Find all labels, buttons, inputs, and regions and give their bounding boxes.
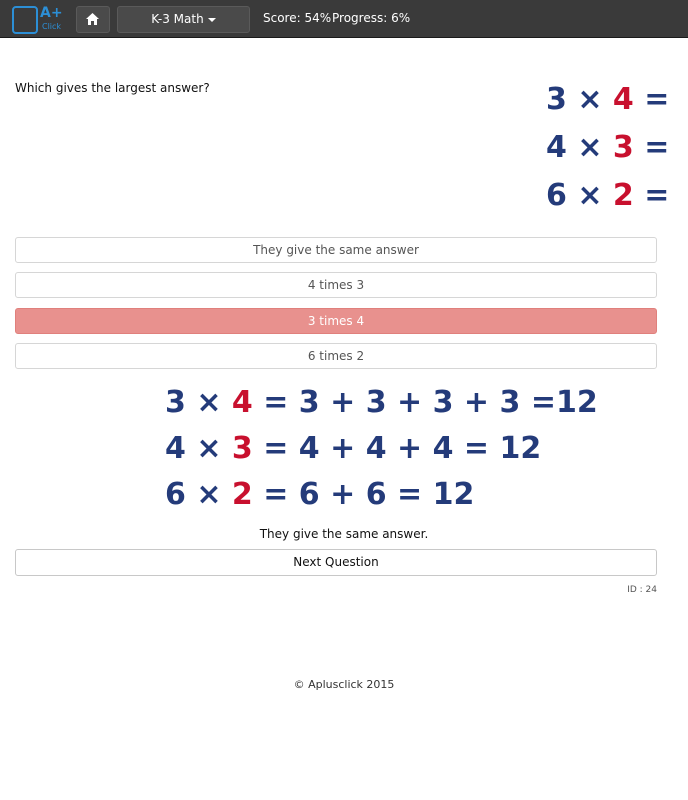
subject-dropdown[interactable]: [117, 6, 250, 33]
equation-factor: 6 ×: [165, 477, 232, 512]
question-equation: [546, 82, 669, 117]
score-text: Score: 54%: [263, 11, 332, 25]
answer-option[interactable]: 3 times 4: [15, 308, 657, 334]
answer-explanation: They give the same answer.: [259, 527, 429, 541]
equation-factor: 3 ×: [546, 82, 613, 117]
equation-factor: 4 ×: [165, 431, 232, 466]
equation-equals: =: [633, 130, 670, 165]
logo-text: A+: [40, 5, 63, 21]
equation-factor: 3 ×: [165, 385, 232, 420]
equation-equals: =: [633, 82, 670, 117]
explanation-image: [165, 385, 598, 520]
aplusclick-logo[interactable]: [12, 6, 66, 32]
equation-multiplier: 4: [612, 82, 634, 117]
footer-copyright: © Aplusclick 2015: [293, 678, 395, 691]
home-icon: [86, 13, 99, 25]
equation-factor: 6 ×: [546, 178, 613, 213]
equation-expansion: = 4 + 4 + 4 = 12: [252, 431, 542, 466]
top-navbar: [0, 0, 688, 38]
next-question-button[interactable]: Next Question: [15, 549, 657, 576]
equation-factor: 4 ×: [546, 130, 613, 165]
equation-multiplier: 2: [612, 178, 634, 213]
question-equations-image: [546, 82, 670, 213]
caret-down-icon: [208, 18, 216, 22]
progress-text: Progress: 6%: [332, 11, 411, 25]
question-id: ID : 24: [627, 585, 657, 595]
equation-expansion: = 3 + 3 + 3 + 3 =12: [252, 385, 598, 420]
equation-multiplier: 4: [231, 385, 253, 420]
logo-subtext: Click: [42, 22, 62, 31]
equation-multiplier: 2: [231, 477, 253, 512]
explanation-equation: [165, 431, 541, 466]
explanation-equation: [165, 477, 474, 512]
equation-multiplier: 3: [231, 431, 253, 466]
equation-expansion: = 6 + 6 = 12: [252, 477, 475, 512]
subject-label: K-3 Math: [151, 12, 204, 26]
question-equation: [546, 178, 669, 213]
question-text: Which gives the largest answer?: [15, 81, 210, 95]
equation-equals: =: [633, 178, 670, 213]
home-button[interactable]: [76, 6, 110, 33]
answer-option[interactable]: 4 times 3: [15, 272, 657, 298]
answer-option[interactable]: They give the same answer: [15, 237, 657, 263]
answer-option[interactable]: 6 times 2: [15, 343, 657, 369]
question-equation: [546, 130, 669, 165]
logo-keyhole-icon: [12, 6, 38, 34]
equation-multiplier: 3: [612, 130, 634, 165]
explanation-equation: [165, 385, 598, 420]
